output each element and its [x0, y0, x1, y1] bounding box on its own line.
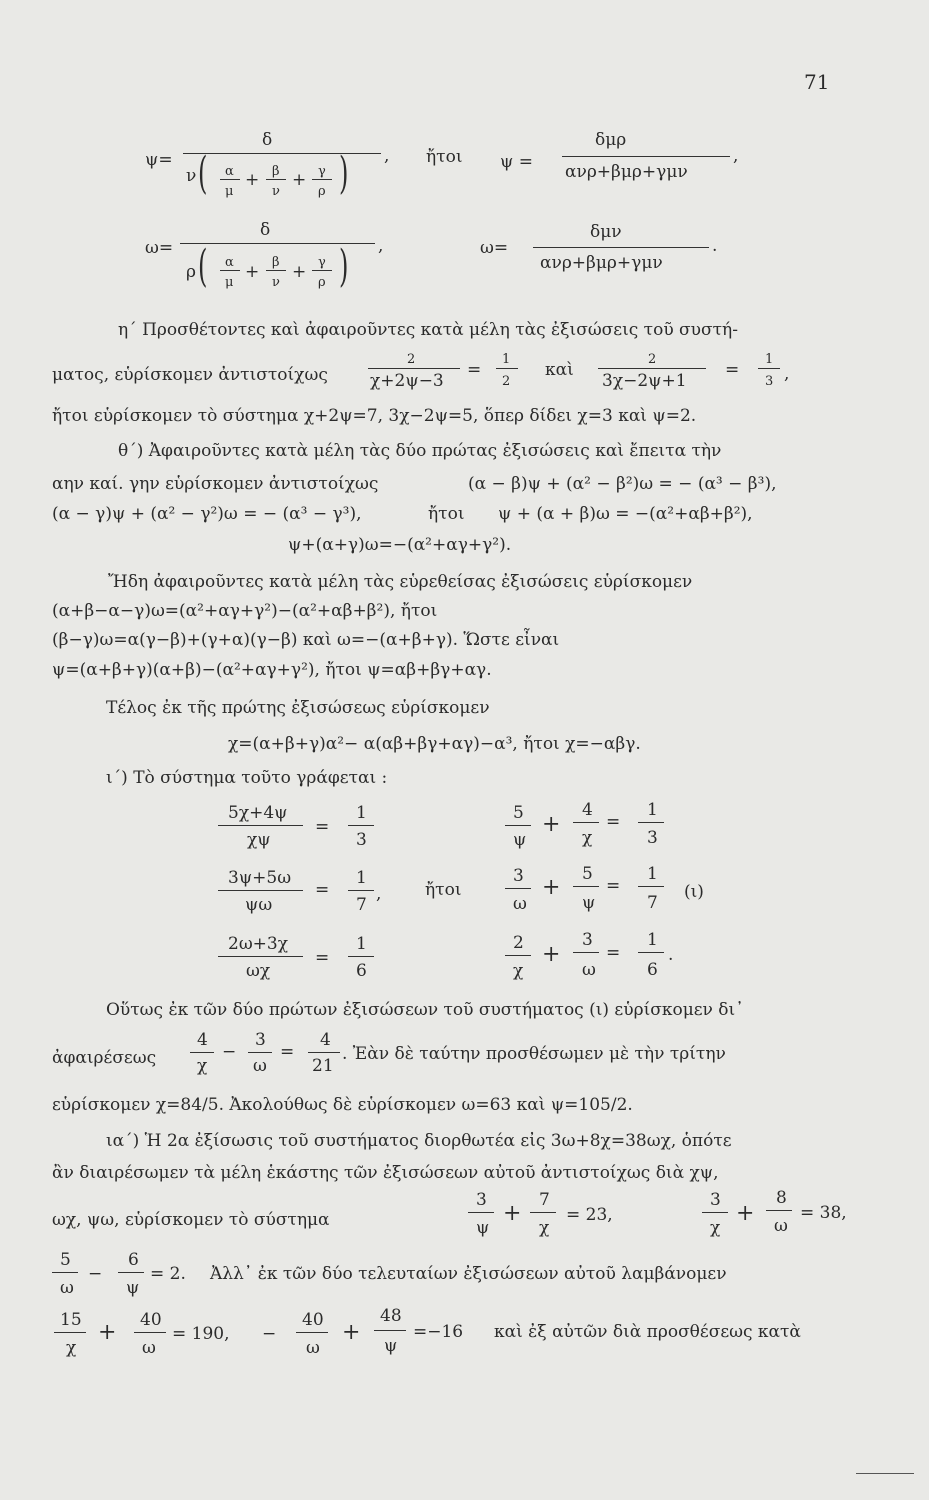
frac-beta-num: β: [272, 255, 280, 270]
ia-e1-b-den: χ: [539, 1218, 550, 1238]
theta-line-6: (α+β−α−γ)ω=(α²+αγ+γ²)−(α²+αβ+β²), ἤτοι: [52, 601, 438, 621]
omega-numerator: δ: [260, 220, 271, 240]
theta-line-1: θ΄) Ἀφαιροῦντες κατὰ μέλη τὰς δύο πρώτας ἐξισώσεις καὶ ἔπειτα τὴν: [118, 441, 722, 461]
eta-frac1-bar: [368, 368, 460, 369]
iota-r3-c-num: 1: [647, 930, 658, 950]
eta-frac3-num: 2: [648, 352, 657, 367]
ia-e3-a-bar: [52, 1272, 78, 1273]
iota-l3-num: 2ω+3χ: [228, 934, 289, 954]
omega-lhs: ω=: [145, 238, 174, 258]
iota-l1-rn: 1: [356, 803, 367, 823]
iota-p2-f3-den: 21: [312, 1056, 334, 1076]
iota-p2-minus: −: [222, 1042, 237, 1062]
footer-rule: [856, 1473, 914, 1474]
frac-alpha-bar: [220, 270, 240, 271]
theta-line-3c: ψ + (α + β)ω = −(α²+αβ+β²),: [498, 504, 753, 524]
iota-l3-bar: [218, 956, 303, 957]
eta-frac4-den: 3: [765, 374, 774, 389]
ia-e4-rhs: = 190,: [172, 1324, 230, 1344]
psi-lhs-2: ψ =: [500, 152, 533, 172]
ia-e4-a-bar: [54, 1332, 86, 1333]
iota-l1-rbar: [348, 825, 374, 826]
frac-alpha-bar: [220, 179, 240, 180]
eta-frac3-bar: [598, 368, 706, 369]
iota-l1-den: χψ: [247, 830, 271, 850]
iota-l3-eq: =: [315, 948, 330, 968]
ia-e5-b-num: 48: [380, 1306, 402, 1326]
frac-gamma-bar: [312, 179, 332, 180]
ia-e2-rhs: = 38,: [800, 1203, 847, 1223]
psi-bar-2: [562, 156, 730, 157]
eta-frac2-num: 1: [502, 352, 511, 367]
iota-r1-a-num: 5: [513, 803, 524, 823]
ia-e3-a-den: ω: [60, 1278, 74, 1298]
ia-e4-plus: +: [98, 1320, 117, 1345]
iota-r2-eq: =: [606, 876, 621, 896]
psi-num-2: δμρ: [595, 130, 627, 150]
iota-p2-f1-den: χ: [197, 1056, 208, 1076]
theta-line-8: ψ=(α+β+γ)(α+β)−(α²+αγ+γ²), ἤτοι ψ=αβ+βγ+αγ.: [52, 660, 492, 680]
iota-p2-f2-bar: [248, 1052, 272, 1053]
iota-r3-eq: =: [606, 943, 621, 963]
iota-l2-eq: =: [315, 880, 330, 900]
iota-p2-f2-den: ω: [253, 1056, 267, 1076]
eta-frac4-num: 1: [765, 352, 774, 367]
iota-p2-f1-bar: [190, 1052, 214, 1053]
ia-e2-b-bar: [766, 1210, 792, 1211]
ia-e4-b-den: ω: [142, 1338, 156, 1358]
ia-e5-a-num: 40: [302, 1310, 324, 1330]
eta-frac2-bar: [496, 368, 518, 369]
eta-line-2-text: ματος, εὑρίσκομεν ἀντιστοίχως: [52, 365, 328, 385]
iota-r3-b-bar: [573, 952, 599, 953]
iota-l3-den: ωχ: [246, 961, 271, 981]
iota-r2-c-bar: [638, 886, 664, 887]
ia-e3-rhs: = 2.: [150, 1264, 186, 1284]
theta-line-3a: (α − γ)ψ + (α² − γ²)ω = − (α³ − γ³),: [52, 504, 362, 524]
iota-r1-c-num: 1: [647, 800, 658, 820]
frac-beta-bar: [266, 179, 286, 180]
etoi: ἤτοι: [426, 147, 463, 167]
omega-coef: ρ: [186, 262, 196, 282]
omega-den-2: ανρ+βμρ+γμν: [540, 253, 663, 273]
iota-intro: ι΄) Τὸ σύστημα τοῦτο γράφεται :: [106, 768, 388, 788]
ia-e1-a-den: ψ: [476, 1218, 490, 1238]
iota-r2-b-den: ψ: [582, 893, 596, 913]
iota-p2-f1-num: 4: [197, 1030, 208, 1050]
frac-alpha-den: μ: [225, 275, 234, 290]
iota-l1-eq: =: [315, 817, 330, 837]
iota-p2-f2-num: 3: [255, 1030, 266, 1050]
iota-para-2b: . Ἐὰν δὲ ταύτην προσθέσωμεν μὲ τὴν τρίτην: [342, 1044, 726, 1064]
iota-r1-b-num: 4: [582, 800, 593, 820]
iota-r3-a-bar: [505, 955, 531, 956]
ia-e5-b-den: ψ: [384, 1336, 398, 1356]
iota-l2-rd: 7: [356, 895, 367, 915]
ia-e1-b-num: 7: [539, 1190, 550, 1210]
ia-e5-b-bar: [374, 1330, 406, 1331]
theta-line-5: Ἤδη ἀφαιροῦντες κατὰ μέλη τὰς εὑρεθείσας ἐξισώσεις εὑρίσκομεν: [108, 572, 693, 592]
iota-r3-b-den: ω: [582, 960, 596, 980]
ia-e1-plus: +: [503, 1201, 522, 1226]
plus: +: [245, 262, 260, 282]
theta-line-9: Τέλος ἐκ τῆς πρώτης ἐξισώσεως εὑρίσκομεν: [106, 698, 490, 718]
iota-l1-rd: 3: [356, 830, 367, 850]
iota-r3-c-den: 6: [647, 960, 658, 980]
iota-r3-dot: .: [668, 945, 674, 965]
omega-lhs-2: ω=: [480, 238, 509, 258]
frac-gamma-den: ρ: [318, 184, 326, 199]
iota-tag: (ι): [684, 882, 704, 902]
ia-e5-a-den: ω: [306, 1338, 320, 1358]
comma: ,: [378, 236, 384, 256]
eta-frac1-num: 2: [407, 352, 416, 367]
ia-e2-b-num: 8: [776, 1188, 787, 1208]
iota-l1-bar: [218, 825, 303, 826]
iota-l2-rn: 1: [356, 868, 367, 888]
iota-r2-a-bar: [505, 888, 531, 889]
iota-r1-b-den: χ: [582, 828, 593, 848]
ia-line-2: ἂν διαιρέσωμεν τὰ μέλη ἑκάστης τῶν ἐξισώσεων αὐτοῦ ἀντιστοίχως διὰ χψ,: [52, 1163, 719, 1183]
omega-bar-2: [533, 247, 709, 248]
ia-e4-b-bar: [134, 1332, 166, 1333]
ia-e5-plus: +: [342, 1320, 361, 1345]
ia-e2-a-den: χ: [710, 1218, 721, 1238]
iota-r1-a-den: ψ: [513, 830, 527, 850]
frac-beta-den: ν: [272, 184, 280, 199]
iota-r2-a-num: 3: [513, 866, 524, 886]
psi-lhs: ψ=: [145, 150, 173, 170]
iota-l2-num: 3ψ+5ω: [228, 868, 292, 888]
iota-l1-num: 5χ+4ψ: [228, 803, 288, 823]
iota-r3-b-num: 3: [582, 930, 593, 950]
ia-e3-a-num: 5: [60, 1250, 71, 1270]
iota-r2-plus: +: [542, 875, 561, 900]
theta-line-2b: (α − β)ψ + (α² − β²)ω = − (α³ − β³),: [468, 474, 777, 494]
iota-r2-b-bar: [573, 886, 599, 887]
eta-line-1: η΄ Προσθέτοντες καὶ ἀφαιροῦντες κατὰ μέλη τὰς ἐξισώσεις τοῦ συστή-: [118, 320, 738, 340]
iota-r1-c-bar: [638, 822, 664, 823]
iota-r1-c-den: 3: [647, 828, 658, 848]
frac-beta-bar: [266, 270, 286, 271]
plus: +: [245, 170, 260, 190]
right-paren: ): [339, 241, 349, 292]
eta-frac2-den: 2: [502, 374, 511, 389]
ia-e4-a-num: 15: [60, 1310, 82, 1330]
ia-e1-a-bar: [468, 1212, 494, 1213]
frac-beta-num: β: [272, 164, 280, 179]
frac-alpha-num: α: [225, 255, 234, 270]
theta-line-4: ψ+(α+γ)ω=−(α²+αγ+γ²).: [288, 535, 512, 555]
comma: ,: [733, 146, 739, 166]
frac-gamma-num: γ: [318, 255, 326, 270]
ia-e5-a-bar: [296, 1332, 328, 1333]
eta-frac4-bar: [758, 368, 780, 369]
ia-e5-rhs: =−16: [413, 1322, 464, 1342]
plus: +: [292, 170, 307, 190]
plus: +: [292, 262, 307, 282]
ia-e1-rhs: = 23,: [566, 1205, 613, 1225]
iota-l2-bar: [218, 890, 303, 891]
iota-l2-rbar: [348, 890, 374, 891]
eta-eq2: =: [725, 360, 740, 380]
theta-line-7: (β−γ)ω=α(γ−β)+(γ+α)(γ−β) καὶ ω=−(α+β+γ). Ὥστε εἶναι: [52, 630, 560, 650]
frac-gamma-den: ρ: [318, 275, 326, 290]
ia-e4-a-den: χ: [66, 1338, 77, 1358]
ia-e2-a-num: 3: [710, 1190, 721, 1210]
psi-coef: ν: [186, 166, 197, 186]
ia-e2-plus: +: [736, 1201, 755, 1226]
ia-line-1: ια΄) Ἡ 2α ἐξίσωσις τοῦ συστήματος διορθωτέα εἰς 3ω+8χ=38ωχ, ὁπότε: [106, 1131, 732, 1151]
psi-fraction-bar: [183, 153, 381, 154]
psi-den-2: ανρ+βμρ+γμν: [565, 162, 688, 182]
ia-e1-b-bar: [530, 1212, 556, 1213]
psi-numerator: δ: [262, 130, 273, 150]
left-paren: (: [198, 148, 208, 199]
ia-e3-b-bar: [118, 1272, 144, 1273]
iota-l3-rn: 1: [356, 934, 367, 954]
frac-beta-den: ν: [272, 275, 280, 290]
iota-para-2a: ἀφαιρέσεως: [52, 1048, 157, 1068]
iota-r1-b-bar: [573, 822, 599, 823]
left-paren: (: [198, 241, 208, 292]
ia-e2-a-bar: [702, 1212, 728, 1213]
eta-frac1-den: χ+2ψ−3: [370, 371, 444, 391]
iota-r3-plus: +: [542, 942, 561, 967]
ia-line-4b: Ἀλλ᾽ ἐκ τῶν δύο τελευταίων ἐξισώσεων αὐτοῦ λαμβάνομεν: [210, 1264, 727, 1284]
ia-e5-minus: −: [262, 1324, 277, 1344]
iota-l2-den: ψω: [245, 895, 273, 915]
iota-l3-rbar: [348, 956, 374, 957]
iota-p2-f3-num: 4: [320, 1030, 331, 1050]
ia-e1-a-num: 3: [476, 1190, 487, 1210]
frac-gamma-num: γ: [318, 164, 326, 179]
ia-line-3a: ωχ, ψω, εὑρίσκομεν τὸ σύστημα: [52, 1210, 330, 1230]
eta-frac3-den: 3χ−2ψ+1: [602, 371, 687, 391]
eta-comma: ,: [784, 364, 790, 384]
iota-r3-c-bar: [638, 952, 664, 953]
page-number: 71: [804, 70, 830, 94]
iota-para-3: εὑρίσκομεν χ=84/5. Ἀκολούθως δὲ εὑρίσκομεν ω=63 καὶ ψ=105/2.: [52, 1095, 633, 1115]
iota-r3-a-num: 2: [513, 933, 524, 953]
period: .: [712, 236, 718, 256]
iota-para-1: Οὕτως ἐκ τῶν δύο πρώτων ἐξισώσεων τοῦ συστήματος (ι) εὑρίσκομεν δι᾽: [106, 1000, 744, 1020]
ia-line-5b: καὶ ἐξ αὐτῶν διὰ προσθέσεως κατὰ: [494, 1322, 801, 1342]
frac-gamma-bar: [312, 270, 332, 271]
iota-r3-a-den: χ: [513, 961, 524, 981]
theta-line-2a: αην καί. γην εὑρίσκομεν ἀντιστοίχως: [52, 474, 379, 494]
iota-p2-eq: =: [280, 1042, 295, 1062]
ia-e3-b-num: 6: [128, 1250, 139, 1270]
iota-r1-eq: =: [606, 812, 621, 832]
eta-kai: καὶ: [545, 360, 574, 380]
ia-e2-b-den: ω: [774, 1216, 788, 1236]
eta-eq1: =: [467, 360, 482, 380]
iota-r2-c-den: 7: [647, 893, 658, 913]
iota-r2-b-num: 5: [582, 864, 593, 884]
right-paren: ): [339, 148, 349, 199]
ia-e3-minus: −: [88, 1264, 103, 1284]
iota-r2-c-num: 1: [647, 864, 658, 884]
theta-line-3b: ἤτοι: [428, 504, 465, 524]
omega-num-2: δμν: [590, 222, 622, 242]
iota-l2-comma: ,: [376, 884, 382, 904]
iota-r1-plus: +: [542, 812, 561, 837]
eta-line-3: ἤτοι εὑρίσκομεν τὸ σύστημα χ+2ψ=7, 3χ−2ψ=5, ὅπερ δίδει χ=3 καὶ ψ=2.: [52, 406, 697, 426]
frac-alpha-num: α: [225, 164, 234, 179]
comma: ,: [384, 146, 390, 166]
ia-e3-b-den: ψ: [126, 1278, 140, 1298]
frac-alpha-den: μ: [225, 184, 234, 199]
ia-e4-b-num: 40: [140, 1310, 162, 1330]
iota-l3-rd: 6: [356, 961, 367, 981]
iota-p2-f3-bar: [308, 1052, 340, 1053]
iota-r2-a-den: ω: [513, 894, 527, 914]
theta-line-10: χ=(α+β+γ)α²− α(αβ+βγ+αγ)−α³, ἤτοι χ=−αβγ.: [228, 734, 641, 754]
iota-etoi: ἤτοι: [425, 880, 462, 900]
iota-r1-a-bar: [505, 825, 531, 826]
